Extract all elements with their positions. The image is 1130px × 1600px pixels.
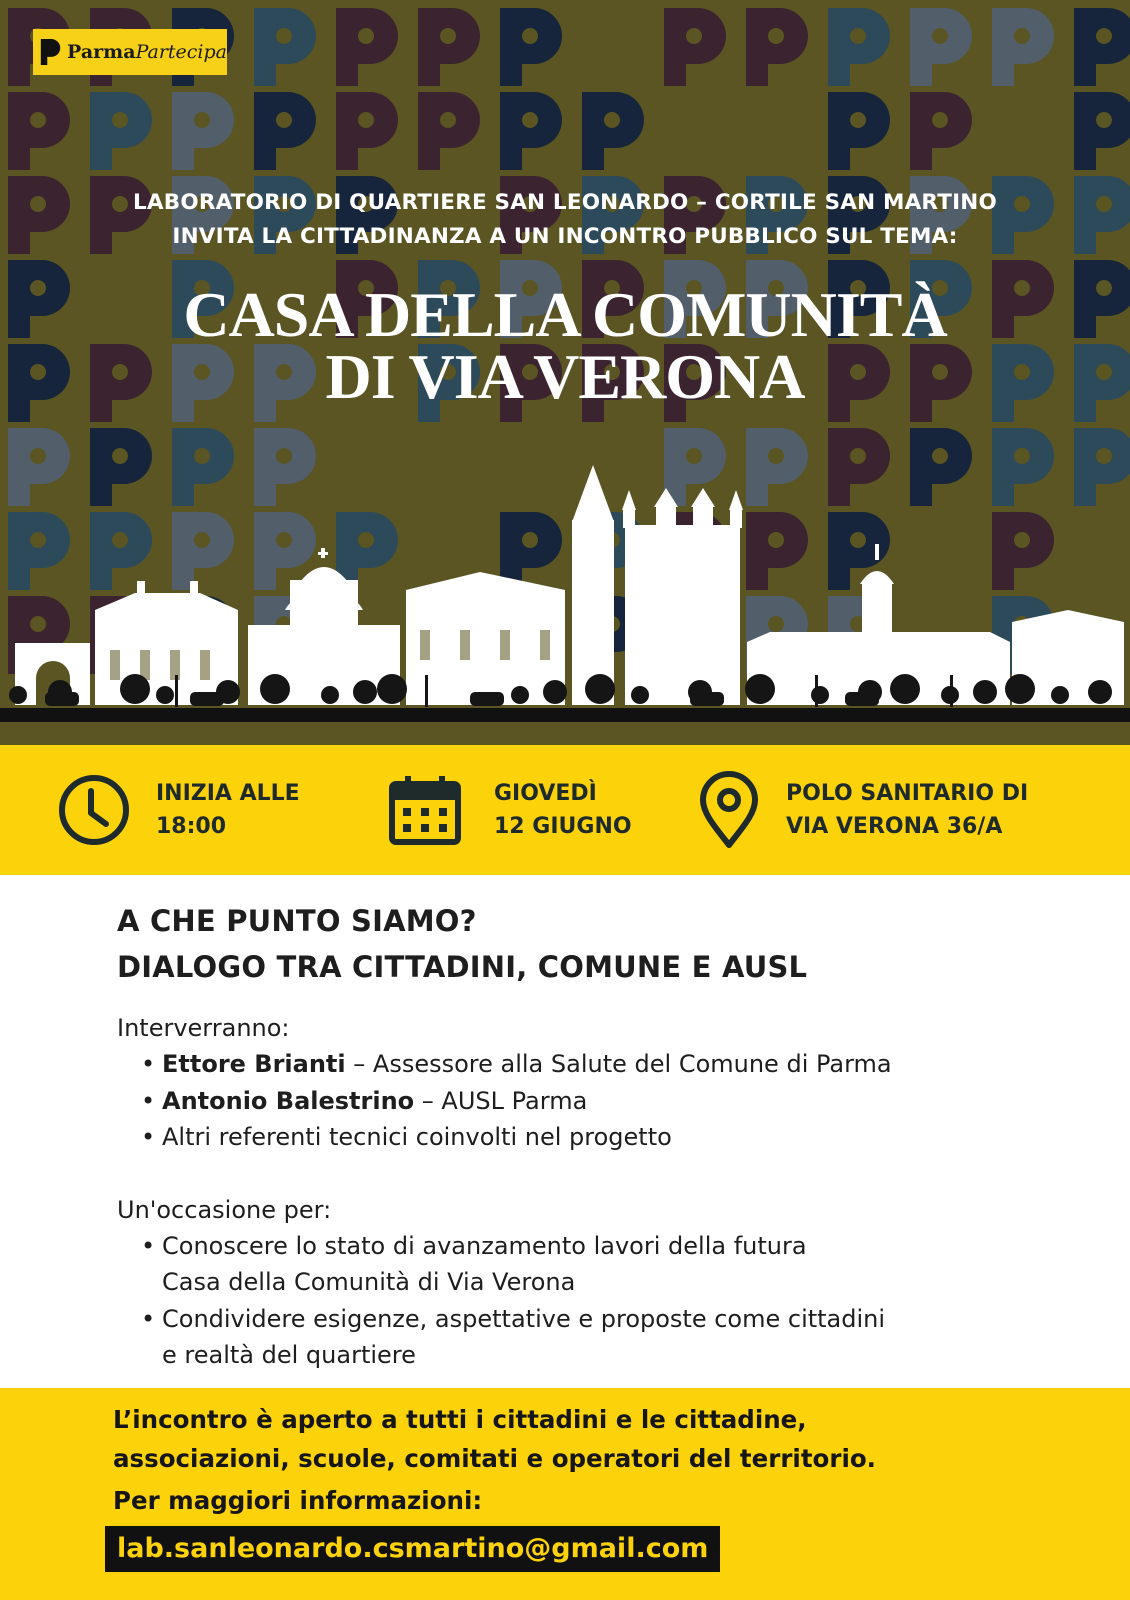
tree-silhouette	[156, 686, 174, 704]
p-letter-counter	[440, 28, 456, 44]
speaker-item	[141, 1083, 1057, 1120]
p-letter-tile	[172, 92, 234, 170]
p-letter-tile	[90, 92, 152, 170]
p-letter-tile	[1074, 8, 1130, 86]
date-weekday: GIOVEDÌ	[494, 781, 597, 806]
occasion-list	[141, 1228, 1057, 1374]
p-letter-tile	[746, 8, 808, 86]
p-letter-tile	[336, 8, 398, 86]
p-letter-counter	[1014, 28, 1030, 44]
footer-line-1: L’incontro è aperto a tutti i cittadini e le cittadine,	[113, 1405, 807, 1434]
speaker-role: Altri referenti tecnici coinvolti nel progetto	[162, 1123, 672, 1151]
calendar-icon	[388, 774, 462, 846]
p-letter-tile	[8, 92, 70, 170]
date-info	[388, 745, 632, 875]
tree-silhouette	[1005, 674, 1035, 704]
p-letter-counter	[850, 28, 866, 44]
car-silhouette	[470, 692, 504, 706]
p-logo-icon	[40, 35, 61, 69]
speaker-item	[141, 1046, 1057, 1083]
p-letter-tile	[500, 8, 562, 86]
speaker-item	[141, 1119, 1057, 1156]
p-letter-counter	[358, 112, 374, 128]
p-letter-tile	[1074, 92, 1130, 170]
lamp-silhouette	[815, 675, 818, 707]
p-letter-tile	[910, 92, 972, 170]
tree-silhouette	[585, 674, 615, 704]
intro-text	[0, 186, 1130, 254]
event-details	[117, 898, 1057, 1374]
car-silhouette	[45, 692, 79, 706]
lamp-silhouette	[950, 675, 953, 707]
date-day: 12 GIUGNO	[494, 814, 632, 839]
tree-silhouette	[973, 680, 997, 704]
tree-silhouette	[1088, 680, 1112, 704]
clock-icon	[58, 774, 130, 846]
p-letter-tile	[992, 8, 1054, 86]
p-letter-counter	[1096, 112, 1112, 128]
tree-silhouette	[631, 686, 649, 704]
p-letter-tile	[828, 92, 890, 170]
occasion-item-line-2: e realtà del quartiere	[162, 1341, 416, 1369]
place-line-1: POLO SANITARIO DI	[786, 781, 1029, 806]
p-letter-counter	[604, 112, 620, 128]
speaker-name: Ettore Brianti	[162, 1050, 346, 1078]
open-invitation-text	[113, 1400, 876, 1478]
car-silhouette	[845, 692, 879, 706]
car-silhouette	[690, 692, 724, 706]
tree-silhouette	[353, 680, 377, 704]
section-heading	[117, 898, 1057, 990]
p-letter-counter	[358, 28, 374, 44]
p-letter-counter	[194, 112, 210, 128]
lamp-silhouette	[425, 675, 428, 707]
p-letter-counter	[932, 28, 948, 44]
event-info-bar	[0, 745, 1130, 875]
footer-line-2: associazioni, scuole, comitati e operatori del territorio.	[113, 1444, 876, 1473]
logo-name-italic: Partecipa	[135, 41, 227, 63]
heading-line-2: DIALOGO TRA CITTADINI, COMUNE E AUSL	[117, 950, 808, 984]
tree-silhouette	[9, 686, 27, 704]
footer-banner	[0, 1388, 1130, 1600]
p-letter-tile	[828, 8, 890, 86]
intro-line-2: INVITA LA CITTADINANZA A UN INCONTRO PUBBLICO SUL TEMA:	[172, 224, 958, 249]
p-letter-tile	[418, 8, 480, 86]
speakers-label: Interverranno:	[117, 1014, 290, 1042]
heading-line-1: A CHE PUNTO SIAMO?	[117, 904, 477, 938]
p-letter-counter	[522, 28, 538, 44]
time-text	[156, 777, 300, 843]
p-letter-tile	[418, 92, 480, 170]
p-letter-tile	[254, 92, 316, 170]
tree-silhouette	[890, 674, 920, 704]
p-letter-tile	[336, 92, 398, 170]
occasion-label: Un'occasione per:	[117, 1195, 332, 1224]
hero-section	[0, 0, 1130, 745]
occasion-item-line-1: • Conoscere lo stato di avanzamento lavori della futura	[162, 1231, 807, 1260]
contact-email-link[interactable]: lab.sanleonardo.csmartino@gmail.com	[105, 1526, 720, 1572]
logo-text	[67, 41, 227, 63]
place-info	[698, 745, 1028, 875]
p-letter-tile	[910, 8, 972, 86]
p-letter-counter	[768, 28, 784, 44]
map-pin-icon	[698, 770, 760, 850]
page-title	[0, 279, 1130, 412]
p-letter-counter	[686, 28, 702, 44]
lamp-silhouette	[175, 675, 178, 707]
tree-silhouette	[1051, 686, 1069, 704]
logo-name-bold: Parma	[67, 41, 136, 63]
p-letter-counter	[276, 112, 292, 128]
occasion-item-line-1: • Condividere esigenze, aspettative e proposte come cittadini	[162, 1304, 886, 1333]
speaker-role: – Assessore alla Salute del Comune di Parma	[345, 1050, 892, 1078]
occasion-item	[141, 1301, 1057, 1374]
date-text	[494, 777, 632, 843]
time-value: 18:00	[156, 814, 227, 839]
p-letter-tile	[664, 8, 726, 86]
p-letter-counter	[30, 112, 46, 128]
p-letter-counter	[112, 112, 128, 128]
tree-silhouette	[745, 674, 775, 704]
p-letter-counter	[932, 112, 948, 128]
speakers-list	[141, 1046, 1057, 1156]
occasion-item-line-2: Casa della Comunità di Via Verona	[162, 1268, 576, 1296]
more-info-label: Per maggiori informazioni:	[113, 1486, 483, 1515]
time-label: INIZIA ALLE	[156, 781, 300, 806]
speaker-role: – AUSL Parma	[414, 1086, 588, 1115]
p-letter-counter	[440, 112, 456, 128]
title-line-1: CASA DELLA COMUNITÀ	[183, 279, 947, 350]
tree-silhouette	[511, 686, 529, 704]
tree-silhouette	[811, 686, 829, 704]
p-letter-tile	[582, 92, 644, 170]
occasion-item	[141, 1228, 1057, 1301]
car-silhouette	[190, 692, 224, 706]
tree-silhouette	[321, 686, 339, 704]
p-letter-counter	[276, 28, 292, 44]
time-info	[58, 745, 300, 875]
tree-silhouette	[377, 674, 407, 704]
tree-silhouette	[543, 680, 567, 704]
tree-silhouette	[120, 674, 150, 704]
tree-silhouette	[260, 674, 290, 704]
city-skyline-illustration	[0, 460, 1130, 745]
p-letter-counter	[522, 112, 538, 128]
title-line-2: DI VIA VERONA	[325, 341, 805, 412]
parma-partecipa-logo	[33, 29, 227, 75]
p-letter-tile	[500, 92, 562, 170]
place-line-2: VIA VERONA 36/A	[786, 814, 1003, 839]
intro-line-1: LABORATORIO DI QUARTIERE SAN LEONARDO – CORTILE SAN MARTINO	[133, 190, 997, 215]
place-text	[786, 777, 1028, 843]
p-letter-tile	[254, 8, 316, 86]
p-letter-counter	[850, 112, 866, 128]
p-letter-counter	[1096, 28, 1112, 44]
speaker-name: Antonio Balestrino	[162, 1086, 415, 1115]
